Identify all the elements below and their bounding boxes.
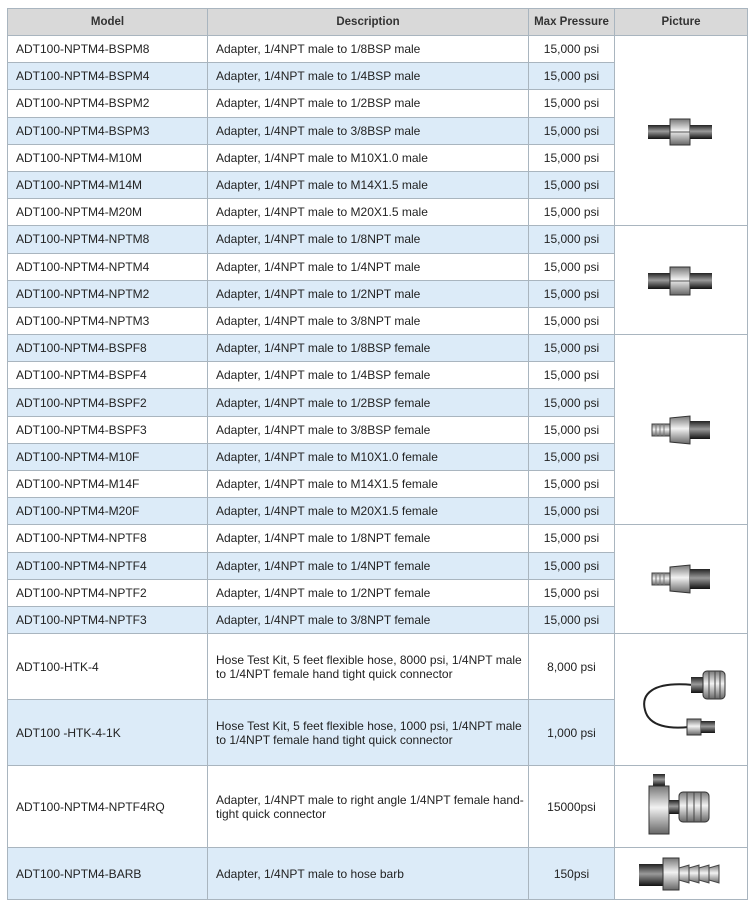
model-cell: ADT100 -HTK-4-1K <box>8 700 208 766</box>
description-cell: Adapter, 1/4NPT male to M10X1.0 female <box>208 443 529 470</box>
picture-cell <box>615 525 748 634</box>
model-cell: ADT100-NPTM4-NPTF8 <box>8 525 208 552</box>
picture-cell <box>615 36 748 226</box>
header-model: Model <box>8 9 208 36</box>
header-picture: Picture <box>615 9 748 36</box>
model-cell: ADT100-NPTM4-BSPM8 <box>8 36 208 63</box>
model-cell: ADT100-NPTM4-BSPM2 <box>8 90 208 117</box>
picture-cell <box>615 226 748 335</box>
pressure-cell: 15,000 psi <box>529 606 615 633</box>
table-row <box>8 634 748 700</box>
model-cell: ADT100-NPTM4-M10F <box>8 443 208 470</box>
pressure-cell: 15,000 psi <box>529 471 615 498</box>
pressure-cell: 15,000 psi <box>529 63 615 90</box>
model-cell: ADT100-NPTM4-NPTM8 <box>8 226 208 253</box>
pressure-cell: 15,000 psi <box>529 335 615 362</box>
pressure-cell: 15,000 psi <box>529 253 615 280</box>
description-cell: Adapter, 1/4NPT male to M20X1.5 male <box>208 199 529 226</box>
description-cell: Adapter, 1/4NPT male to 1/4NPT female <box>208 552 529 579</box>
description-cell: Adapter, 1/4NPT male to 1/8BSP male <box>208 36 529 63</box>
description-cell: Adapter, 1/4NPT male to 3/8BSP male <box>208 117 529 144</box>
description-cell: Adapter, 1/4NPT male to M20X1.5 female <box>208 498 529 525</box>
model-cell: ADT100-NPTM4-NPTF3 <box>8 606 208 633</box>
description-cell: Adapter, 1/4NPT male to 1/2NPT female <box>208 579 529 606</box>
pressure-cell: 15,000 psi <box>529 199 615 226</box>
table-row <box>8 848 748 900</box>
table-row <box>8 766 748 848</box>
right-angle-quick-connector-icon <box>631 770 731 844</box>
description-cell: Adapter, 1/4NPT male to 1/8BSP female <box>208 335 529 362</box>
model-cell: ADT100-HTK-4 <box>8 634 208 700</box>
description-cell: Adapter, 1/4NPT male to M14X1.5 male <box>208 171 529 198</box>
description-cell: Adapter, 1/4NPT male to 1/4BSP male <box>208 63 529 90</box>
model-cell: ADT100-NPTM4-NPTM3 <box>8 307 208 334</box>
model-cell: ADT100-NPTM4-NPTM2 <box>8 280 208 307</box>
description-cell: Adapter, 1/4NPT male to 1/2BSP male <box>208 90 529 117</box>
model-cell: ADT100-NPTM4-BSPF3 <box>8 416 208 443</box>
pressure-cell: 15,000 psi <box>529 552 615 579</box>
pressure-cell: 15,000 psi <box>529 579 615 606</box>
model-cell: ADT100-NPTM4-BSPM4 <box>8 63 208 90</box>
description-cell: Adapter, 1/4NPT male to right angle 1/4NPT female hand-tight quick connector <box>208 766 529 848</box>
description-cell: Adapter, 1/4NPT male to M14X1.5 female <box>208 471 529 498</box>
pressure-cell: 150psi <box>529 848 615 900</box>
pressure-cell: 15000psi <box>529 766 615 848</box>
description-cell: Adapter, 1/4NPT male to 1/8NPT male <box>208 226 529 253</box>
description-cell: Adapter, 1/4NPT male to 1/2NPT male <box>208 280 529 307</box>
pressure-cell: 15,000 psi <box>529 443 615 470</box>
pressure-cell: 15,000 psi <box>529 36 615 63</box>
table-row <box>8 36 748 63</box>
male-to-male-adapter-icon <box>646 111 716 151</box>
pressure-cell: 15,000 psi <box>529 171 615 198</box>
picture-cell <box>615 766 748 848</box>
description-cell: Adapter, 1/4NPT male to 1/2BSP female <box>208 389 529 416</box>
pressure-cell: 8,000 psi <box>529 634 615 700</box>
pressure-cell: 15,000 psi <box>529 362 615 389</box>
description-cell: Adapter, 1/4NPT male to 3/8NPT female <box>208 606 529 633</box>
pressure-cell: 15,000 psi <box>529 416 615 443</box>
model-cell: ADT100-NPTM4-NPTM4 <box>8 253 208 280</box>
product-table <box>7 8 748 900</box>
model-cell: ADT100-NPTM4-M10M <box>8 144 208 171</box>
table-row <box>8 335 748 362</box>
description-cell: Hose Test Kit, 5 feet flexible hose, 1000 psi, 1/4NPT male to 1/4NPT female hand tight quick connector <box>208 700 529 766</box>
model-cell: ADT100-NPTM4-BSPM3 <box>8 117 208 144</box>
male-to-male-npt-adapter-icon <box>646 260 716 300</box>
table-row <box>8 525 748 552</box>
description-cell: Hose Test Kit, 5 feet flexible hose, 8000 psi, 1/4NPT male to 1/4NPT female hand tight quick connector <box>208 634 529 700</box>
model-cell: ADT100-NPTM4-BSPF4 <box>8 362 208 389</box>
pressure-cell: 15,000 psi <box>529 389 615 416</box>
pressure-cell: 15,000 psi <box>529 117 615 144</box>
description-cell: Adapter, 1/4NPT male to 1/4BSP female <box>208 362 529 389</box>
model-cell: ADT100-NPTM4-BSPF2 <box>8 389 208 416</box>
hose-test-kit-icon <box>631 655 731 745</box>
male-to-female-npt-adapter-icon <box>646 559 716 599</box>
model-cell: ADT100-NPTM4-M20F <box>8 498 208 525</box>
model-cell: ADT100-NPTM4-NPTF4 <box>8 552 208 579</box>
pressure-cell: 15,000 psi <box>529 90 615 117</box>
header-description: Description <box>208 9 529 36</box>
model-cell: ADT100-NPTM4-NPTF2 <box>8 579 208 606</box>
pressure-cell: 15,000 psi <box>529 498 615 525</box>
pressure-cell: 15,000 psi <box>529 307 615 334</box>
description-cell: Adapter, 1/4NPT male to hose barb <box>208 848 529 900</box>
picture-cell <box>615 634 748 766</box>
model-cell: ADT100-NPTM4-NPTF4RQ <box>8 766 208 848</box>
hose-barb-adapter-icon <box>633 852 729 896</box>
model-cell: ADT100-NPTM4-M14F <box>8 471 208 498</box>
description-cell: Adapter, 1/4NPT male to 1/4NPT male <box>208 253 529 280</box>
picture-cell <box>615 848 748 900</box>
model-cell: ADT100-NPTM4-M14M <box>8 171 208 198</box>
header-max-pressure: Max Pressure <box>529 9 615 36</box>
pressure-cell: 15,000 psi <box>529 280 615 307</box>
pressure-cell: 15,000 psi <box>529 144 615 171</box>
header-row <box>8 9 748 36</box>
model-cell: ADT100-NPTM4-BSPF8 <box>8 335 208 362</box>
pressure-cell: 15,000 psi <box>529 525 615 552</box>
description-cell: Adapter, 1/4NPT male to 3/8NPT male <box>208 307 529 334</box>
pressure-cell: 15,000 psi <box>529 226 615 253</box>
pressure-cell: 1,000 psi <box>529 700 615 766</box>
picture-cell <box>615 335 748 525</box>
model-cell: ADT100-NPTM4-BARB <box>8 848 208 900</box>
model-cell: ADT100-NPTM4-M20M <box>8 199 208 226</box>
description-cell: Adapter, 1/4NPT male to 3/8BSP female <box>208 416 529 443</box>
description-cell: Adapter, 1/4NPT male to M10X1.0 male <box>208 144 529 171</box>
male-to-female-adapter-icon <box>646 410 716 450</box>
description-cell: Adapter, 1/4NPT male to 1/8NPT female <box>208 525 529 552</box>
table-row <box>8 226 748 253</box>
